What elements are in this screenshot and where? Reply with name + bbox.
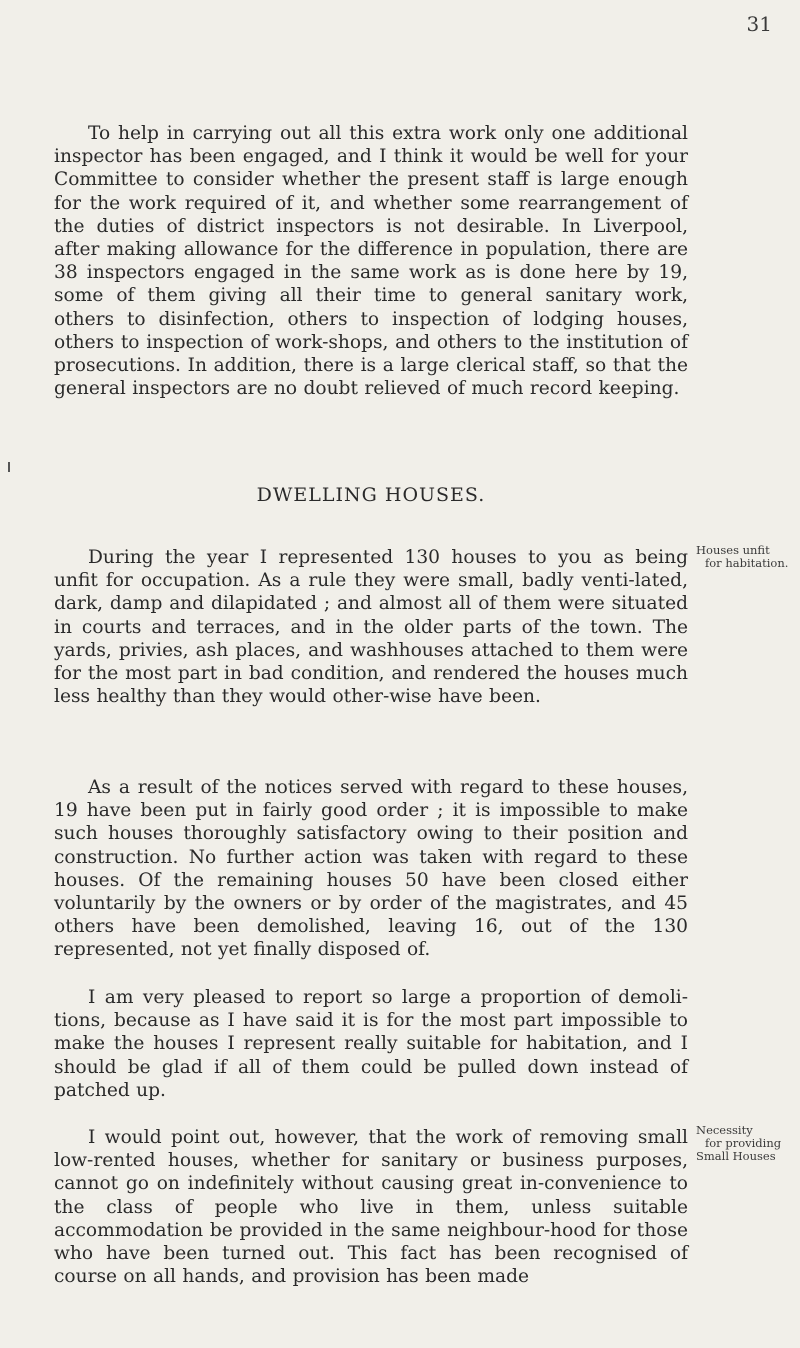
margin-note-line: Necessity (696, 1123, 753, 1137)
paragraph-demolitions (54, 986, 688, 1102)
margin-note-houses-unfit (696, 544, 792, 570)
paragraph-houses-unfit (54, 546, 688, 708)
margin-note-line: Houses unfit (696, 543, 770, 557)
paragraph-text: I would point out, however, that the work of removing small low-rented houses, whether for sanitary or business purposes, cannot go on indefinitely without causing great in-convenience to the class of people who live in them, unless suitable accommodation be provided in the same neighbour-hood for those who have been turned out. This fact has been recognised of course on all hands, and provision has been made (54, 1127, 688, 1288)
paragraph-staff (54, 122, 688, 400)
margin-note-line: for providing (705, 1136, 782, 1150)
margin-note-necessity (696, 1124, 792, 1163)
paragraph-removing-houses (54, 1126, 688, 1288)
page-number: 31 (746, 12, 772, 36)
section-heading: DWELLING HOUSES. (256, 484, 486, 506)
paragraph-text: As a result of the notices served with regard to these houses, 19 have been put in fairly good order ; it is impossible to make such houses thoroughly satisfactory owing to their position and construction. No further action was taken with regard to these houses. Of the remaining houses 50 have been closed either voluntarily by the owners or by order of the magistrates, and 45 others have been demolished, leaving 16, out of the 130 represented, not yet finally disposed of. (54, 777, 688, 961)
paragraph-text: I am very pleased to report so large a proportion of demoli-tions, because as I have said it is for the most part impossible to make the houses I represent really suitable for habitation, and I should be glad if all of them could be pulled down instead of patched up. (54, 987, 688, 1101)
page-mark (8, 462, 10, 472)
margin-note-line: Small Houses (696, 1149, 776, 1163)
paragraph-notices (54, 776, 688, 962)
margin-note-line: for habitation. (705, 556, 789, 570)
paragraph-text: During the year I represented 130 houses to you as being unfit for occupation. As a rule they were small, badly venti-lated, dark, damp and dilapidated ; and almost all of them were situated in courts and terraces, and in the older parts of the town. The yards, privies, ash places, and washhouses attached to them were for the most part in bad condition, and rendered the houses much less healthy than they would other-wise have been. (54, 547, 688, 708)
paragraph-text: To help in carrying out all this extra work only one additional inspector has been engaged, and I think it would be well for your Committee to consider whether the present staff is large enough for the work required of it, and whether some rearrangement of the duties of district inspectors is not desirable. In Liverpool, after making allowance for the difference in population, there are 38 inspectors engaged in the same work as is done here by 19, some of them giving all their time to general sanitary work, others to disinfection, others to inspection of lodging houses, others to inspection of work-shops, and others to the institution of prosecutions. In addition, there is a large clerical staff, so that the general inspectors are no doubt relieved of much record keeping. (54, 123, 688, 400)
